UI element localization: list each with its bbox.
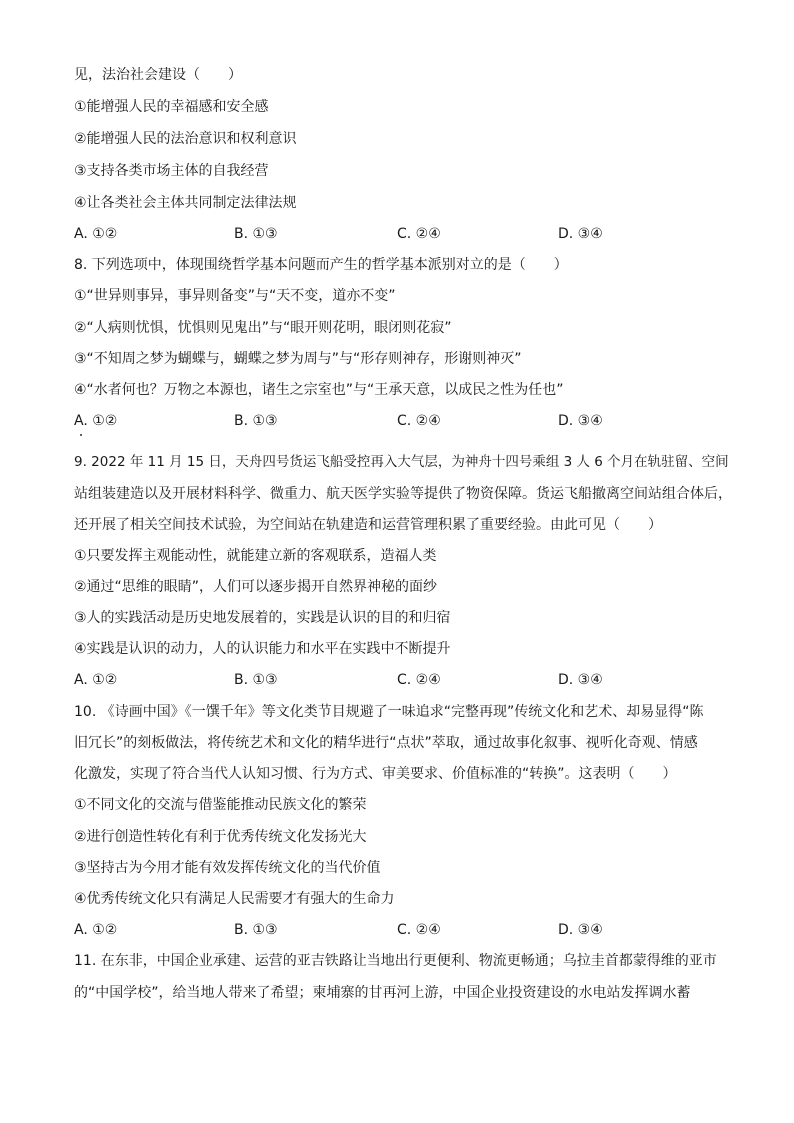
q9-stem-line-1: 9. 2022 年 11 月 15 日，天舟四号货运飞船受控再入大气层，为神舟十四号乘组 3 人 6 个月在轨驻留、空间 bbox=[74, 454, 729, 470]
q9-item-4: ④实践是认识的动力，人的认识能力和水平在实践中不断提升 bbox=[74, 641, 451, 657]
q10-item-3: ③坚持古为今用才能有效发挥传统文化的当代价值 bbox=[74, 860, 381, 876]
q9-option-d: D. ③④ bbox=[558, 672, 603, 688]
q8-stem: 8. 下列选项中，体现围绕哲学基本问题而产生的哲学基本派别对立的是（ ） bbox=[74, 257, 568, 273]
q9-stem-line-2: 站组装建造以及开展材料科学、微重力、航天医学实验等提供了物资保障。货运飞船撤离空间站组合体后， bbox=[74, 486, 732, 502]
q10-stem-line-3: 化激发，实现了符合当代人认知习惯、行为方式、审美要求、价值标准的“转换”。这表明（ ） bbox=[74, 766, 677, 782]
q9-item-3: ③人的实践活动是历史地发展着的，实践是认识的目的和归宿 bbox=[74, 610, 451, 626]
q7-option-a: A. ①② bbox=[74, 226, 118, 242]
q7-option-c: C. ②④ bbox=[397, 226, 441, 242]
q7-item-3: ③支持各类市场主体的自我经营 bbox=[74, 163, 269, 179]
q9-item-2: ②通过“思维的眼睛”，人们可以逐步揭开自然界神秘的面纱 bbox=[74, 579, 438, 595]
q9-stem-line-3: 还开展了相关空间技术试验，为空间站在轨建造和运营管理积累了重要经验。由此可见（ ） bbox=[74, 517, 662, 533]
q8-item-2: ②“人病则忧惧，忧惧则见鬼出”与“眼开则花明，眼闭则花寂” bbox=[74, 320, 452, 336]
q7-option-d: D. ③④ bbox=[558, 226, 603, 242]
q9-option-a: A. ①② bbox=[74, 672, 118, 688]
q10-item-2: ②进行创造性转化有利于优秀传统文化发扬光大 bbox=[74, 829, 367, 845]
q9-option-b: B. ①③ bbox=[234, 672, 278, 688]
q9-options bbox=[74, 670, 734, 690]
q11-stem-line-2: 的“中国学校”，给当地人带来了希望；柬埔寨的甘再河上游，中国企业投资建设的水电站发挥调水蓄 bbox=[74, 985, 691, 1001]
q8-options bbox=[74, 411, 734, 431]
q7-item-4: ④让各类社会主体共同制定法律法规 bbox=[74, 195, 297, 211]
stray-dot bbox=[80, 434, 82, 436]
q7-options bbox=[74, 224, 734, 244]
q8-option-c: C. ②④ bbox=[397, 413, 441, 429]
q10-option-d: D. ③④ bbox=[558, 922, 603, 938]
q11-stem-line-1: 11. 在东非，中国企业承建、运营的亚吉铁路让当地出行更便利、物流更畅通；乌拉圭首都蒙得维的亚市 bbox=[74, 953, 717, 969]
q7-item-2: ②能增强人民的法治意识和权利意识 bbox=[74, 131, 297, 147]
q8-option-d: D. ③④ bbox=[558, 413, 603, 429]
q10-stem-line-2: 旧冗长”的刻板做法，将传统艺术和文化的精华进行“点状”萃取，通过故事化叙事、视听化奇观、情感 bbox=[74, 735, 698, 751]
q10-item-1: ①不同文化的交流与借鉴能推动民族文化的繁荣 bbox=[74, 797, 367, 813]
q10-option-b: B. ①③ bbox=[234, 922, 278, 938]
q7-item-1: ①能增强人民的幸福感和安全感 bbox=[74, 99, 269, 115]
q10-stem-line-1: 10. 《诗画中国》《一馔千年》等文化类节目规避了一味追求“完整再现”传统文化和艺术、却易显得“陈 bbox=[74, 704, 704, 720]
q10-option-c: C. ②④ bbox=[397, 922, 441, 938]
q10-options bbox=[74, 920, 734, 940]
q8-option-b: B. ①③ bbox=[234, 413, 278, 429]
q9-option-c: C. ②④ bbox=[397, 672, 441, 688]
q8-item-3: ③“不知周之梦为蝴蝶与，蝴蝶之梦为周与”与“形存则神存，形谢则神灭” bbox=[74, 351, 522, 367]
q9-item-1: ①只要发挥主观能动性，就能建立新的客观联系，造福人类 bbox=[74, 548, 437, 564]
q8-item-1: ①“世异则事异，事异则备变”与“天不变，道亦不变” bbox=[74, 288, 396, 304]
q10-item-4: ④优秀传统文化只有满足人民需要才有强大的生命力 bbox=[74, 891, 395, 907]
q10-option-a: A. ①② bbox=[74, 922, 118, 938]
q8-option-a: A. ①② bbox=[74, 413, 118, 429]
q7-option-b: B. ①③ bbox=[234, 226, 278, 242]
q7-stem-tail: 见，法治社会建设（ ） bbox=[74, 67, 242, 83]
q8-item-4: ④“水者何也？万物之本源也，诸生之宗室也”与“王承天意，以成民之性为任也” bbox=[74, 382, 564, 398]
